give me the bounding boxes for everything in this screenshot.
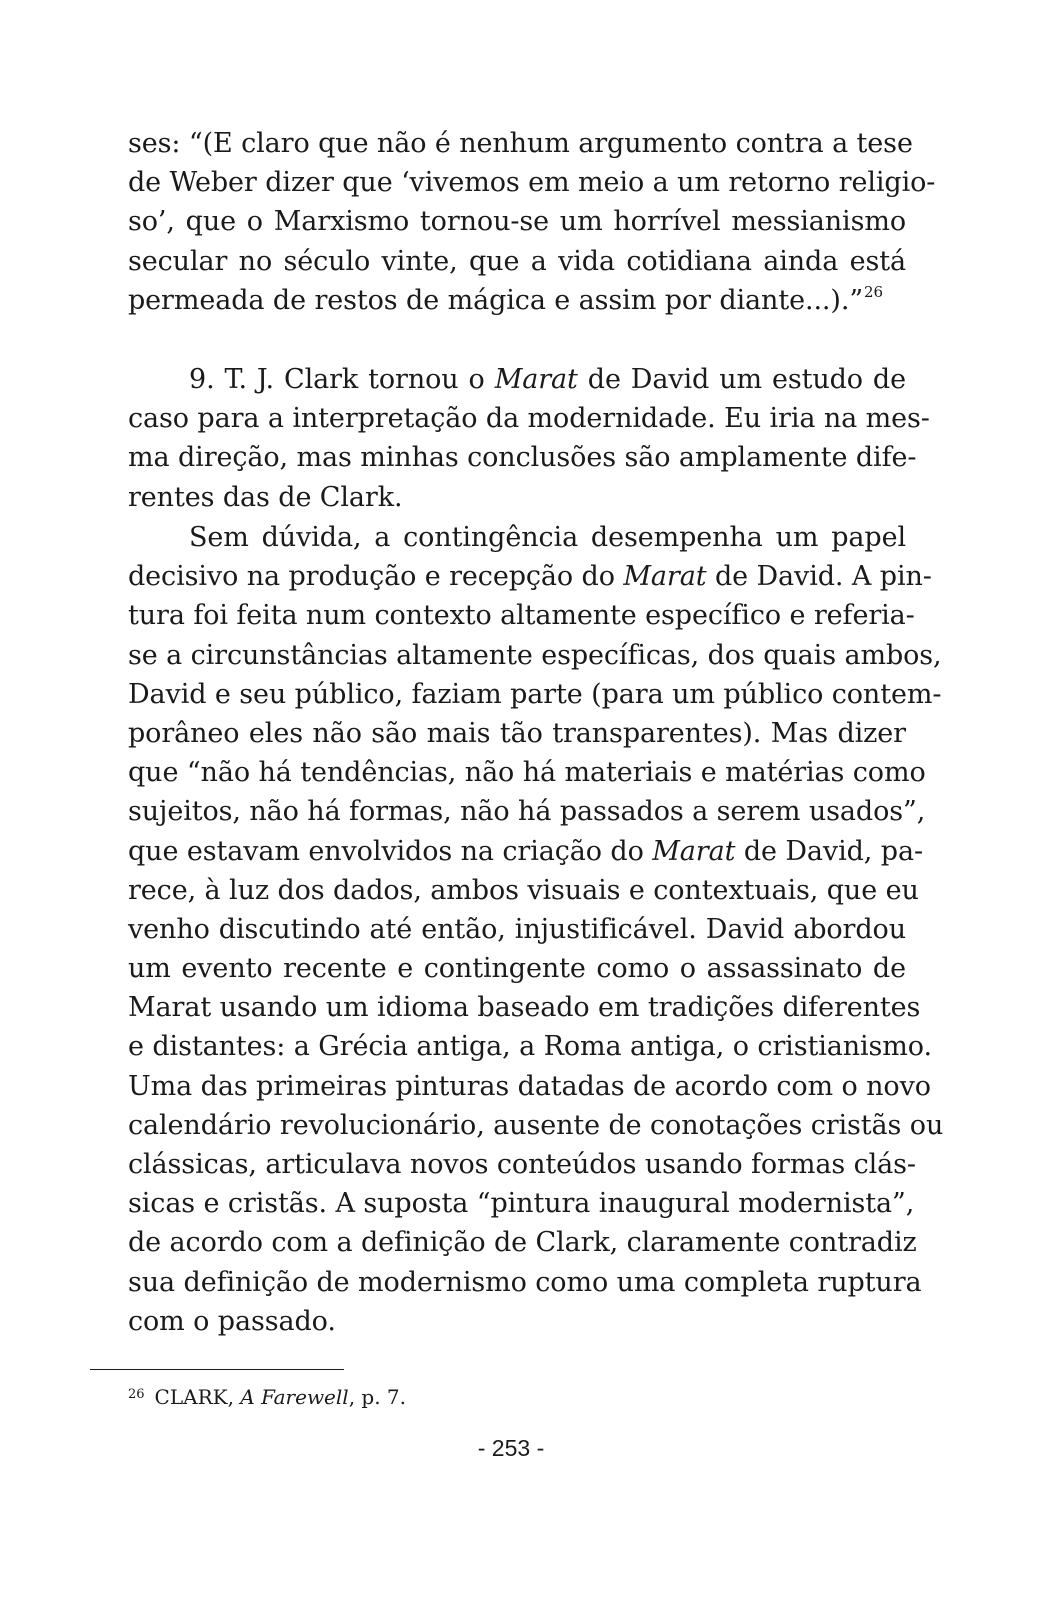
text-line — [128, 557, 932, 596]
text-line: porâneo eles não são mais tão transparentes). Mas dizer — [128, 717, 906, 749]
text-line: de Weber dizer que ‘vivemos em meio a um retorno religio- — [128, 167, 936, 199]
text-line: ma direção, mas minhas conclusões são amplamente dife- — [128, 442, 917, 474]
page-number: - 253 - — [477, 1435, 545, 1461]
text-line: com o passado. — [128, 1305, 336, 1337]
text-line: Marat usando um idioma baseado em tradições diferentes — [128, 992, 921, 1024]
text-line — [128, 360, 906, 399]
text-line: caso para a interpretação da modernidade. Eu iria na mes- — [128, 403, 930, 435]
text-line: David e seu público, faziam parte (para um público contem- — [128, 678, 942, 710]
text-line: e distantes: a Grécia antiga, a Roma antiga, o cristianismo. — [128, 1031, 932, 1063]
text-line: rentes das de Clark. — [128, 481, 403, 513]
text-line: Uma das primeiras pinturas datadas de acordo com o novo — [128, 1070, 931, 1102]
text-line: um evento recente e contingente como o assassinato de — [128, 953, 906, 985]
text-line: venho discutindo até então, injustificável. David abordou — [128, 913, 906, 945]
text-line: calendário revolucionário, ausente de conotações cristãs ou — [128, 1109, 944, 1141]
text-segment: decisivo na produção e recepção do — [128, 561, 624, 593]
text-line: secular no século vinte, que a vida cotidiana ainda está — [128, 245, 906, 277]
text-line: de acordo com a definição de Clark, claramente contradiz — [128, 1227, 917, 1259]
text-line: sua definição de modernismo como uma completa ruptura — [128, 1266, 922, 1298]
text-segment: de David um estudo de — [577, 364, 906, 395]
italic-title: Marat — [623, 561, 707, 593]
italic-title: Marat — [652, 835, 736, 867]
footnote-divider — [90, 1369, 344, 1370]
text-segment: que estavam envolvidos na criação do — [128, 835, 653, 867]
footnote-number: 26 — [128, 1387, 145, 1402]
text-segment: de David, pa- — [735, 835, 923, 867]
text-line: se a circunstâncias altamente específicas, dos quais ambos, — [128, 639, 942, 671]
text-line: ses: “(E claro que não é nenhum argumento contra a tese — [128, 128, 913, 159]
footnote-reference[interactable]: 26 — [864, 282, 883, 301]
paragraph-contingency — [128, 518, 944, 1341]
text-line: sicas e cristãs. A suposta “pintura inaugural modernista”, — [128, 1188, 915, 1220]
text-line: so’, que o Marxismo tornou-se um horrível messianismo — [128, 206, 906, 238]
text-line: que “não há tendências, não há materiais e matérias como — [128, 757, 926, 789]
text-line: sujeitos, não há formas, não há passados a serem usados”, — [128, 796, 926, 828]
text-segment: permeada de restos de mágica e assim por diante...).” — [128, 284, 864, 316]
text-line: clássicas, articulava novos conteúdos usando formas clás- — [128, 1149, 916, 1180]
text-segment: de David. A pin- — [706, 561, 932, 593]
italic-title: Marat — [494, 364, 578, 395]
text-line: Sem dúvida, a contingência desempenha um papel — [189, 522, 906, 553]
text-line — [128, 832, 923, 871]
text-segment: 9. T. J. Clark tornou o — [189, 364, 495, 395]
footnote-pages: , p. 7. — [348, 1385, 407, 1409]
text-line: tura foi feita num contexto altamente específico e referia- — [128, 600, 915, 632]
text-line: rece, à luz dos dados, ambos visuais e contextuais, que eu — [128, 874, 919, 906]
footnote-author: CLARK, — [154, 1385, 241, 1409]
paragraph-9 — [128, 360, 930, 517]
footnote — [128, 1381, 406, 1411]
footnote-title: A Farewell — [240, 1385, 349, 1409]
text-line — [128, 281, 906, 320]
paragraph-continuation — [128, 124, 936, 320]
